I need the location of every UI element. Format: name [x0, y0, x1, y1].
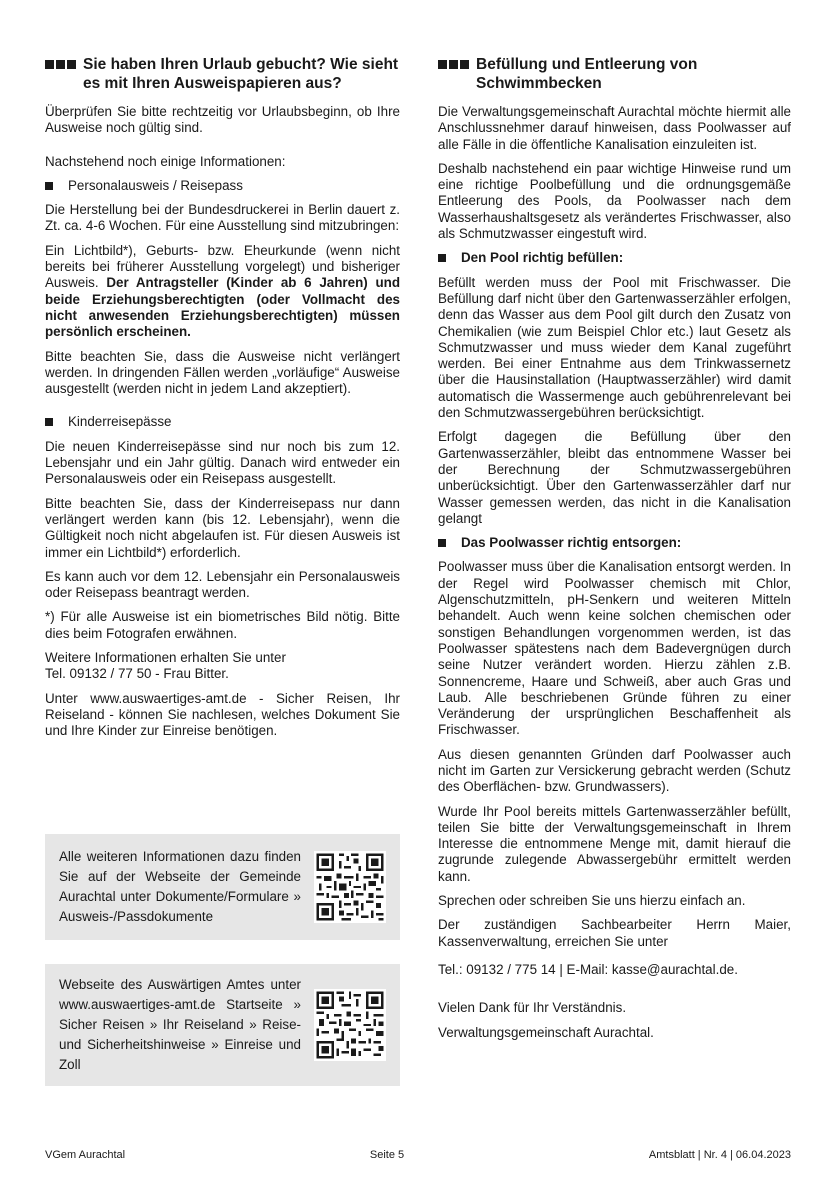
paragraph: Unter www.auswaertiges-amt.de - Sicher Reisen, Ihr Reiseland - können Sie nachlesen, welches Dokument Sie und Ihre Kinder zur Einreise benötigen.: [45, 690, 400, 739]
right-column: [438, 56, 791, 1049]
bullet-personalausweis: [45, 178, 400, 194]
paragraph: Der zuständigen Sachbearbeiter Herrn Maier, Kassenverwaltung, erreichen Sie unter: [438, 917, 791, 949]
bullet-kinderreisepaesse: [45, 414, 400, 430]
paragraph: Wurde Ihr Pool bereits mittels Gartenwasserzähler befüllt, teilen Sie bitte der Verwaltungsgemeinschaft in Ihrem Interesse die entnommene Menge mit, damit hierauf die zugrunde zulegende Abwassergebühr ermittelt werden kann.: [438, 803, 791, 884]
paragraph: Sprechen oder schreiben Sie uns hierzu einfach an.: [438, 893, 746, 909]
contact-line: Weitere Informationen erhalten Sie unter: [45, 650, 286, 666]
info-box-text: Alle weiteren Informationen dazu finden Sie auf der Webseite der Gemeinde Aurachtal unter Dokumente/Formulare » Ausweis-/Passdokumente: [59, 849, 301, 924]
subheading-text: Das Poolwasser richtig entsorgen:: [461, 535, 682, 551]
paragraph: Poolwasser muss über die Kanalisation entsorgt werden. In der Regel wird Poolwasser chemisch mit Chlor, Algenschutzmitteln, pH-Senkern und weiteren Mitteln behandelt. Auch wenn keine solchen chemischen oder sonstigen Behandlungen vorgenommen werden, ist das Poolwasser spätestens nach dem Badevergnügen durch seine Nutzer verändert worden. Hierzu zählen z.B. Sonnencreme, Haare und Schweiß, aber auch Gras und Laub. Alle beschriebenen Gründe führen zu einer Veränderung der ursprünglichen Beschaffenheit als Frischwasser.: [438, 559, 791, 738]
square-bullet-icon: [45, 182, 53, 190]
paragraph: Deshalb nachstehend ein paar wichtige Hinweise rund um eine richtige Poolbefüllung und die ordnungsgemäße Entleerung des Pools, da Poolwasser nach dem Wasserhaushaltsgesetz als verändertes Frischwasser, also als Schmutzwasser eingestuft wird.: [438, 160, 791, 242]
paragraph: Bitte beachten Sie, dass die Ausweise nicht verlängert werden. In dringenden Fällen werden „vorläufige“ Ausweise ausgestellt (werden nicht in jedem Land akzeptiert).: [45, 348, 400, 397]
left-heading-text: Sie haben Ihren Urlaub gebucht? Wie sieht es mit Ihren Ausweispapieren aus?: [83, 56, 399, 92]
contact-line[interactable]: Tel.: 09132 / 775 14 | E-Mail: kasse@aurachtal.de.: [438, 961, 738, 977]
square-bullet-icon: [438, 254, 446, 262]
footer-page-number: Seite 5: [369, 1149, 405, 1161]
square-bullet-icon: [45, 418, 53, 426]
subheading-entsorgen: [438, 535, 791, 551]
info-box-auswaertiges-amt: [45, 964, 400, 1086]
info-box-text: Webseite des Auswärtigen Amtes unter www.auswaertiges-amt.de Startseite » Sicher Reisen » Ihr Reiseland » Reise- und Sicherheitshinweise » Einreise und Zoll: [59, 977, 301, 1072]
paragraph: Aus diesen genannten Gründen darf Poolwasser auch nicht im Garten zur Versickerung gebracht werden (Schutz des Oberflächen- bzw. Grundwassers).: [438, 746, 791, 795]
signature-line: Verwaltungsgemeinschaft Aurachtal.: [438, 1024, 654, 1040]
left-heading: [45, 56, 400, 93]
subheading-befuellen: [438, 250, 791, 266]
three-squares-icon: [438, 60, 469, 69]
paragraph-bold-text: Der Antragsteller (Kinder ab 6 Jahren) und beide Erziehungsberechtigten (oder Vollmacht des nicht anwesenden Erziehungsberechtigten) müssen persönlich erscheinen.: [45, 275, 400, 340]
right-heading-text: Befüllung und Entleerung von Schwimmbecken: [476, 56, 698, 92]
paragraph: Die Herstellung bei der Bundesdruckerei in Berlin dauert z. Zt. ca. 4-6 Wochen. Für eine Ausstellung sind mitzubringen:: [45, 202, 400, 234]
page-footer: [45, 1149, 791, 1162]
contact-phone: Tel. 09132 / 77 50 - Frau Bitter.: [45, 666, 229, 682]
three-squares-icon: [45, 60, 76, 69]
paragraph: Die neuen Kinderreisepässe sind nur noch bis zum 12. Lebensjahr und ein Jahr gültig. Danach wird entweder ein Personalausweis oder ein Reisepass ausgestellt.: [45, 438, 400, 487]
bullet-label: Kinderreisepässe: [68, 414, 172, 430]
intro-paragraph: Überprüfen Sie bitte rechtzeitig vor Urlaubsbeginn, ob Ihre Ausweise noch gültig sind.: [45, 104, 400, 136]
paragraph: Es kann auch vor dem 12. Lebensjahr ein Personalausweis oder Reisepass beantragt werden.: [45, 568, 400, 601]
thanks-line: Vielen Dank für Ihr Verständnis.: [438, 1000, 627, 1016]
qr-code-icon[interactable]: [314, 989, 386, 1061]
square-bullet-icon: [438, 539, 446, 547]
subheading-text: Den Pool richtig befüllen:: [461, 250, 624, 266]
paragraph-normal-text: Ein Lichtbild*), Geburts- bzw. Eheurkunde (wenn nicht bereits bei früherer Ausstellung vorgelegt) und bisheriger Ausweis.: [45, 242, 400, 291]
right-heading: [438, 56, 791, 93]
qr-code-icon[interactable]: [314, 851, 386, 923]
paragraph: Befüllt werden muss der Pool mit Frischwasser. Die Befüllung darf nicht über den Gartenwasserzähler erfolgen, denn das Wasser aus dem Pool gilt durch den Zusatz von Chemikalien (wie zum Beispiel Chlor etc.) laut Gesetz als Schmutzwasser und muss wieder dem Kanal zugeführt werden. Bei einer Entnahme aus dem Trinkwassernetz über die Hausinstallation (Hauptwasserzähler) wird damit automatisch die Wassermenge auch gebührenrelevant bei den Schmutzwassergebühren berücksichtigt.: [438, 274, 791, 421]
bullet-label: Personalausweis / Reisepass: [68, 177, 243, 193]
paragraph-documents: [45, 243, 400, 341]
paragraph: Die Verwaltungsgemeinschaft Aurachtal möchte hiermit alle Anschlussnehmer darauf hinweisen, dass Poolwasser auf alle Fälle in die öffentliche Kanalisation einzuleiten ist.: [438, 104, 791, 152]
paragraph: Erfolgt dagegen die Befüllung über den Gartenwasserzähler, bleibt das entnommene Wasser bei der Berechnung der Schmutzwassergebühren unberücksichtigt. Über den Gartenwasserzähler darf nur Wasser gemessen werden, das nicht in die Kanalisation gelangt: [438, 429, 791, 526]
left-column: [45, 56, 400, 748]
paragraph: Bitte beachten Sie, dass der Kinderreisepass nur dann verlängert werden kann (bis 12. Lebensjahr), wenn die Gültigkeit noch nicht abgelaufen ist. Für diesen Ausweis ist immer ein Lichtbild*) erforderlich.: [45, 495, 400, 560]
info-box-gemeinde: [45, 834, 400, 940]
paragraph: *) Für alle Ausweise ist ein biometrisches Bild nötig. Bitte dies beim Fotografen erwähnen.: [45, 609, 400, 641]
contact-paragraph: [45, 650, 400, 683]
footer-right: Amtsblatt | Nr. 4 | 06.04.2023: [648, 1149, 791, 1161]
info-line: Nachstehend noch einige Informationen:: [45, 153, 286, 169]
footer-left: VGem Aurachtal: [45, 1149, 126, 1161]
